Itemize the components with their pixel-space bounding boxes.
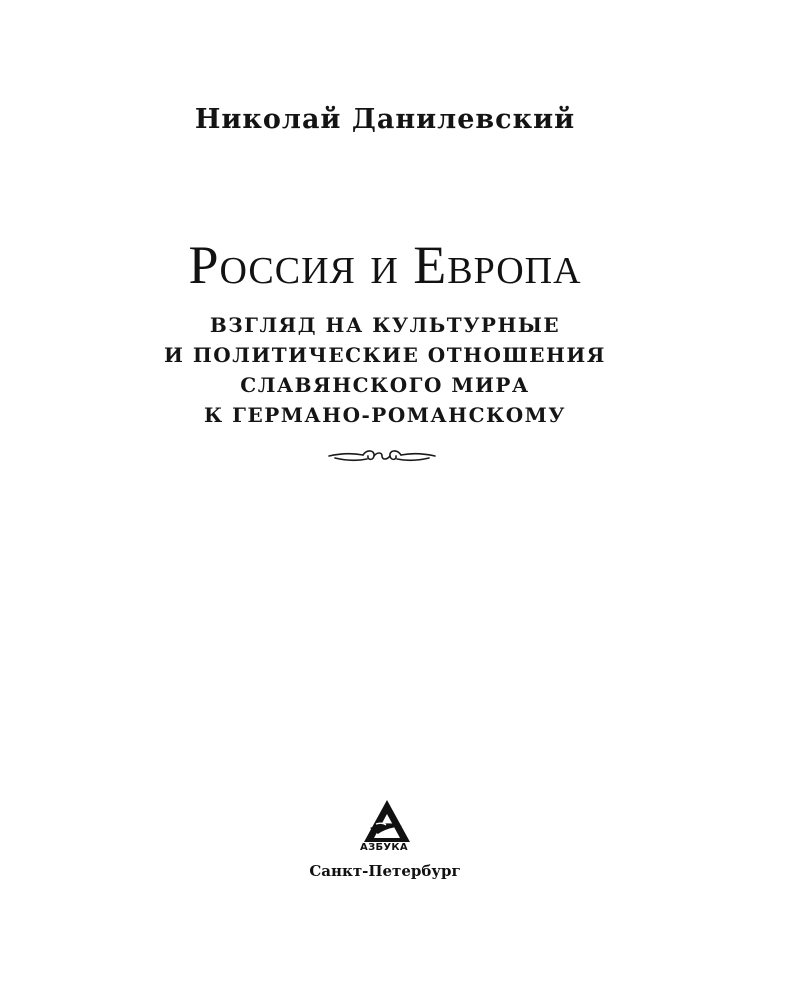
book-title: Россия и Европа xyxy=(188,235,582,295)
subtitle-line: И ПОЛИТИЧЕСКИЕ ОТНОШЕНИЯ xyxy=(164,343,606,367)
book-subtitle xyxy=(0,310,770,430)
subtitle-line: ВЗГЛЯД НА КУЛЬТУРНЫЕ xyxy=(209,313,561,337)
publication-city: Санкт-Петербург xyxy=(309,862,461,880)
flourish-ornament-icon xyxy=(327,446,437,466)
subtitle-line: К ГЕРМАНО-РОМАНСКОМУ xyxy=(204,403,566,427)
subtitle-line: СЛАВЯНСКОГО МИРА xyxy=(240,373,530,397)
author-name: Николай Данилевский xyxy=(194,104,576,135)
publisher-logo-text: АЗБУКА xyxy=(360,842,408,853)
